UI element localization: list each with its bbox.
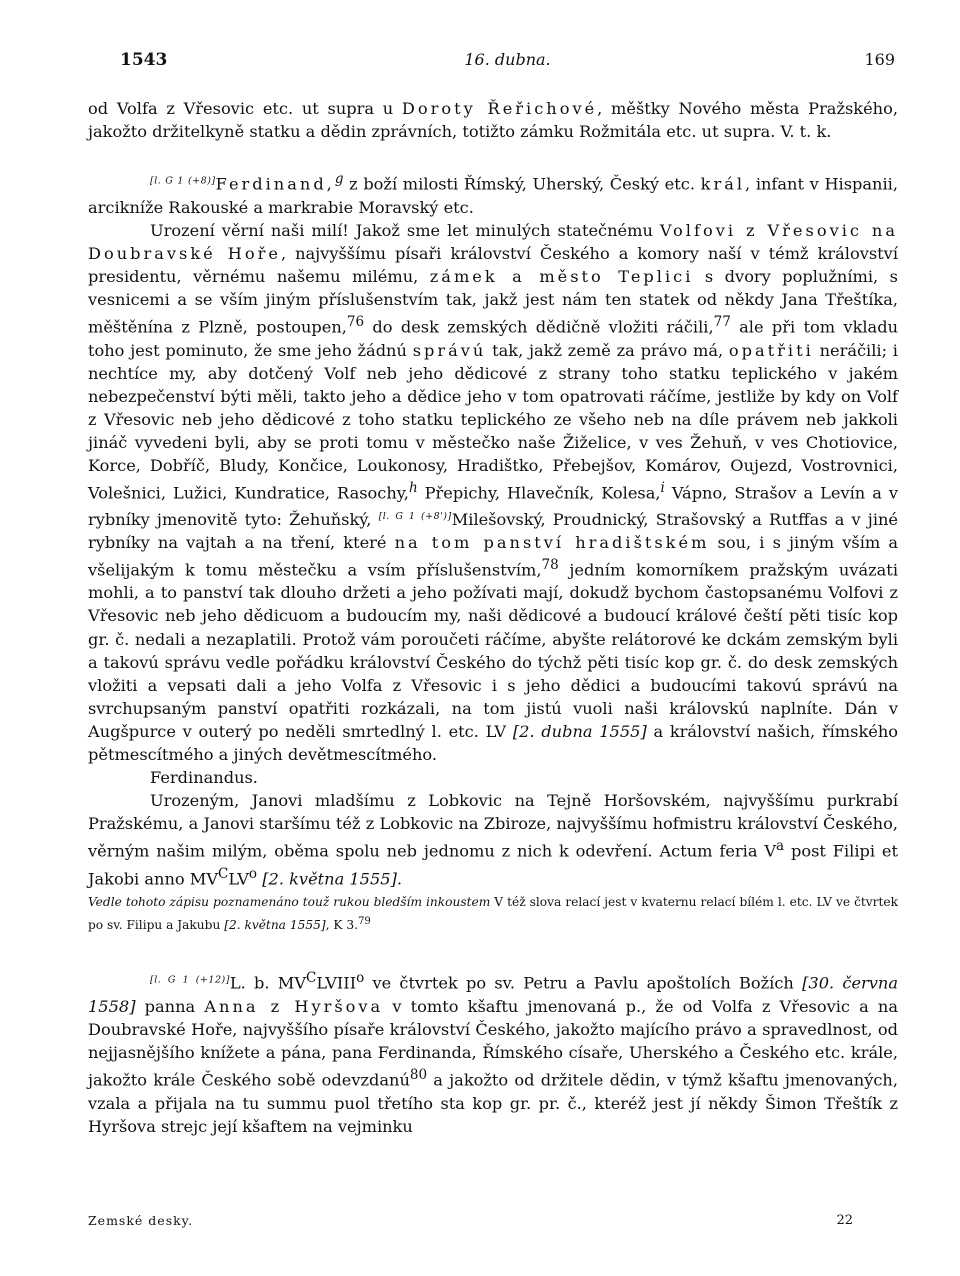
superscript: C	[218, 865, 229, 882]
spaced-name: zámek a město Teplici	[429, 266, 694, 286]
text: tak, jakž země za právo má,	[486, 340, 729, 360]
superscript: C	[306, 970, 317, 987]
footnote-ref: 77	[713, 314, 731, 331]
folio-mark: [l. G 1 (+12)]	[150, 974, 230, 986]
text: L. b. MV	[229, 973, 307, 993]
text: LV	[228, 869, 249, 889]
text: .	[396, 869, 403, 889]
signature-line: Ferdinandus.	[150, 768, 258, 788]
paragraph-intro	[88, 97, 898, 143]
page-footer	[88, 1213, 853, 1237]
text: z boží milosti Římský, Uherský, Český etc.	[343, 174, 701, 194]
text: neráčili; i nechtíce my, aby dotčený Volf neb jeho dědicové z strany toho statku teplického v jakém nebezpečenství býti měli, takto jeho a dědice jeho v tom opatrovati ráčíme, jestliže by kdy on Volf z Vřesovic neb jeho dědicové z toho statku teplického ze všeho neb na díle právem neb jakkoli jináč vyvedeni byli, aby se proti tomu v městečko naše Žiželice, v ves Žehuň, v ves Chotiovice, Korce, Dobříč, Bludy, Končice, Loukonosy, Hradištko, Přebejšov, Komárov, Oujezd, Vostrovnici, Volešnici, Lužici, Kundratice, Rasochy,	[88, 340, 898, 503]
text: v tomto kšaftu jmenovaná p., že od Volfa z Vřesovic a na Doubravské Hoře, najvyššího písaře království Českého, jakožto majícího právo a spravedlnost, od nejjasnějšího knížete a pána, pana Ferdinanda, Římského císaře, Uherského a Českého etc. krále, jakožto krále Českého sobě odevzdanú	[88, 996, 898, 1090]
text: a království našich, římského pětmescítmého a jiných devětmescítmého.	[88, 721, 899, 764]
spaced-word: opatřiti	[728, 340, 814, 360]
spaced-name: Volfovi z Vřesovic na Doubravské Hoře	[88, 220, 898, 263]
text: Přepichy, Hlavečník, Kolesa,	[417, 483, 661, 503]
editor-date: [30. června 1558]	[88, 973, 898, 1016]
folio-mark: [l. G 1 (+8')]	[378, 510, 452, 522]
spaced-name: Doroty Řeřichové	[401, 99, 598, 118]
text: a jakožto od držitele dědin, v týmž kšaftu jmenovaných, vzala a přijala na tu summu puol třetího sta kop gr. pr. č., kteréž jest jí někdy Šimon Třeštík z Hyršova strejc její kšaftem na vejminku	[88, 1070, 898, 1136]
text: ale při tom vkladu toho jest pominuto, že sme jeho žádnú	[88, 317, 898, 360]
text: post Filipi et Jakobi anno MV	[88, 841, 899, 889]
paragraph-king-title	[88, 168, 898, 219]
text: sou, i s jiným vším a všelijakým k tomu městečku a vsím příslušenstvím,	[88, 532, 898, 580]
editorial-note	[88, 893, 898, 935]
paragraph-main	[88, 219, 898, 766]
text: s dvory poplužními, s vesnicemi a se vším jiným příslušenstvím tak, jakž jest nám ten statek od někdy Jana Třeštíka, měštěnína z Plzně, postoupen,	[88, 266, 898, 337]
spaced-name: Anna z Hyršova	[204, 996, 384, 1016]
editor-date: [2. května 1555]	[262, 869, 397, 889]
text: ve čtvrtek po sv. Petru a Pavlu apoštolích Božích	[364, 973, 803, 993]
signature-mark: Zemské desky.	[88, 1213, 194, 1228]
text: V též slova relací jest v kvaternu relací bílém l. etc. LV ve čtvrtek po sv. Filipu a Jakubu	[88, 895, 899, 933]
page-number: 169	[864, 50, 895, 69]
paragraph-record	[88, 967, 898, 1137]
text: od Volfa z Vřesovic etc. ut supra u	[88, 99, 402, 118]
text: LVIII	[316, 973, 357, 993]
header-date: 16. dubna.	[464, 50, 551, 69]
footnote-ref: 79	[357, 916, 371, 928]
page-body	[88, 97, 898, 1138]
text: , měštky Nového města Pražského, jakožto držitelkyně statku a dědin zprávních, totižto zámku Rožmitála etc. ut supra. V. t. k.	[88, 99, 898, 142]
paragraph-address	[88, 789, 898, 890]
superscript: o	[356, 970, 365, 987]
text: do desk zemských dědičně vložiti ráčili,	[364, 317, 714, 337]
folio-mark: [l. G 1 (+8)]	[150, 175, 216, 187]
spaced-name: Ferdinand,	[215, 174, 335, 194]
text: , infant v Hispanii, arcikníže Rakouské a markrabie Moravský etc.	[88, 174, 898, 217]
text: Urozeným, Janovi mladšímu z Lobkovic na Tejně Horšovském, najvyššímu purkrabí Pražskému, a Janovi staršímu též z Lobkovic na Zbiroze, najvyššímu hofmistru království Českého, věrným našim milým, oběma spolu neb jednomu z nich k odevření. Actum feria V	[88, 791, 898, 861]
footnote-ref: i	[660, 480, 665, 497]
editor-date: [2. dubna 1555]	[512, 721, 647, 741]
footnote-ref: 78	[541, 556, 559, 573]
footnote-ref: h	[408, 480, 418, 497]
sheet-number: 22	[836, 1213, 853, 1228]
text: , najvyššímu písaři království Českého a komory naší v témž království presidentu, věrnému našemu milému,	[88, 243, 898, 286]
text: Milešovský, Proudnický, Strašovský a Rutffas a v jiné rybníky na vajtah a na tření, které	[88, 509, 898, 552]
spaced-word: správú	[412, 340, 487, 360]
superscript: o	[248, 865, 258, 882]
text: panna	[135, 996, 205, 1016]
footnote-ref: 76	[346, 314, 365, 331]
text: , K 3.	[325, 918, 358, 933]
superscript: a	[776, 838, 785, 855]
spaced-word: král	[700, 174, 746, 194]
header-year: 1543	[120, 50, 168, 70]
text: Urození věrní naši milí! Jakož sme let minulých statečnému	[150, 220, 660, 240]
spaced-name: na tom panství hradištském	[394, 532, 710, 552]
text: jedním komorníkem pražským uvázati mohli, a to panství tak dlouho držeti a jeho požívati mají, dokudž bychom častopsanému Volfovi z Vřesovic neb jeho dědicuom a budoucím my, naši dědicové a budoucí králové čeští pěti tisíc kop gr. č. nedali a nezaplatili. Protož vám poroučeti ráčíme, abyšte relátorové ke dckám zemským byli a takovú správu vedle pořádku království Českého do týchž pěti tisíc kop gr. č. do desk zemských vložiti a vepsati dali a jeho Volfa z Vřesovic i s jeho dědici a budoucími takovú správú na svrchupsaným panství opatřiti rozkázali, na tom jistú vuoli naši královskú naplníte. Dán v Augšpurce v outerý po neděli smrtedlný l. etc. LV	[88, 560, 898, 741]
text: Vápno, Strašov a Levín a v rybníky jmenovitě tyto: Žehuňský,	[88, 483, 898, 529]
note-italic: Vedle tohoto zápisu poznamenáno touž rukou bledším inkoustem	[88, 895, 491, 910]
footnote-ref: g	[334, 171, 344, 188]
running-header	[120, 50, 895, 80]
editor-date: [2. května 1555]	[224, 918, 326, 933]
footnote-ref: 80	[409, 1067, 428, 1084]
